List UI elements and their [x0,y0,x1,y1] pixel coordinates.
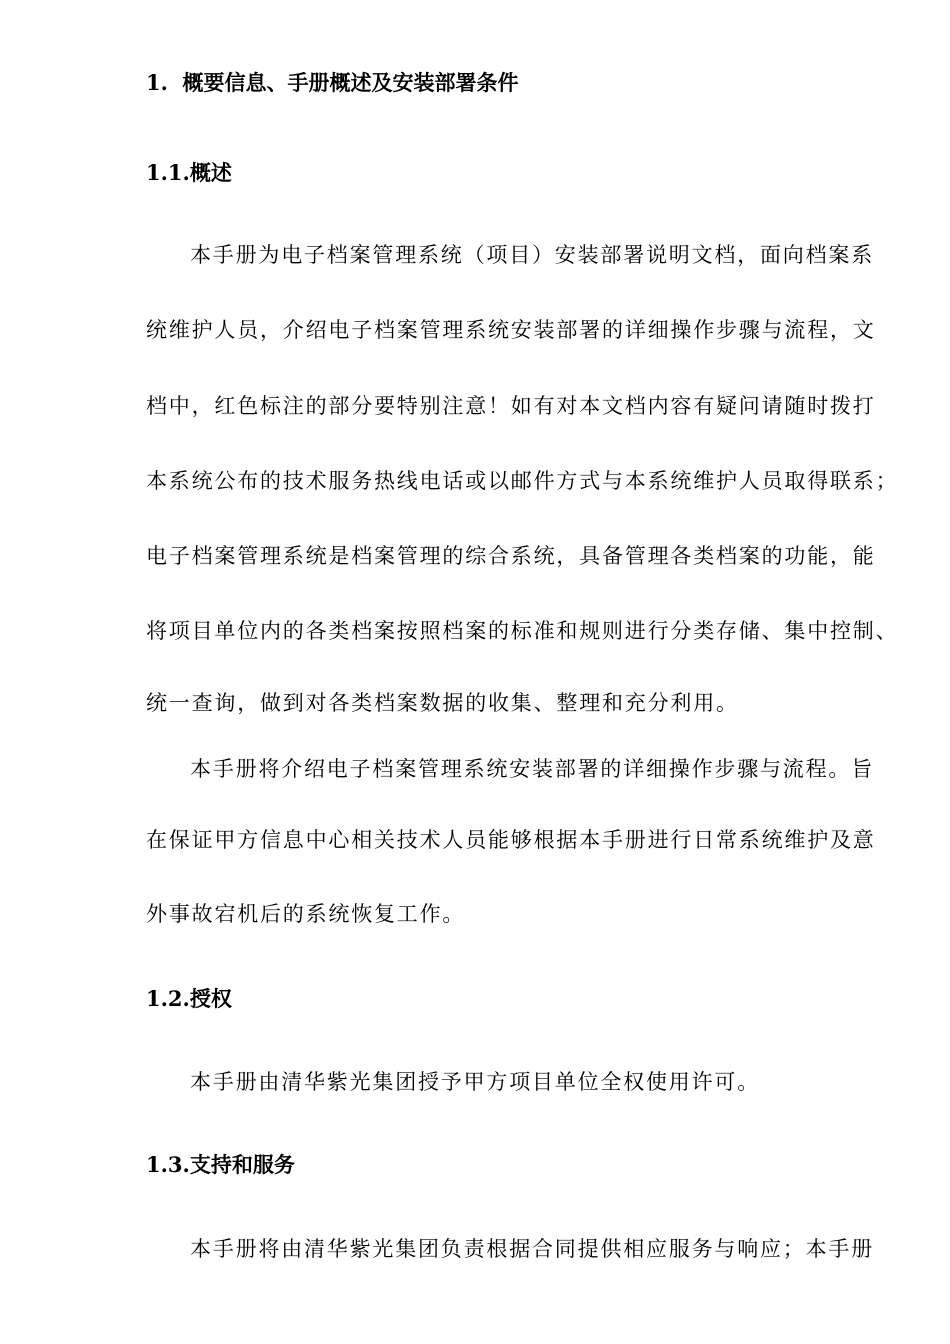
paragraph-line: 本系统公布的技术服务热线电话或以邮件方式与本系统维护人员取得联系； [146,469,899,493]
paragraph-line: 本手册将由清华紫光集团负责根据合同提供相应服务与响应；本手册 [190,1237,874,1261]
paragraph-line: 统维护人员，介绍电子档案管理系统安装部署的详细操作步骤与流程，文 [146,318,876,342]
section-1-2-heading: 1.2.授权 [146,986,232,1011]
paragraph-line: 档中，红色标注的部分要特别注意！如有对本文档内容有疑问请随时拨打 [146,394,876,418]
section-1-3-heading: 1.3.支持和服务 [146,1152,295,1177]
section-1-heading: 1. 概要信息、手册概述及安装部署条件 [146,70,519,95]
paragraph-line: 本手册由清华紫光集团授予甲方项目单位全权使用许可。 [190,1070,760,1094]
paragraph-line: 电子档案管理系统是档案管理的综合系统，具备管理各类档案的功能，能 [146,544,876,568]
paragraph-line: 本手册为电子档案管理系统（项目）安装部署说明文档，面向档案系 [190,243,874,267]
paragraph-line: 统一查询，做到对各类档案数据的收集、整理和充分利用。 [146,691,739,715]
paragraph-line: 本手册将介绍电子档案管理系统安装部署的详细操作步骤与流程。旨 [190,757,874,781]
paragraph-line: 将项目单位内的各类档案按照档案的标准和规则进行分类存储、集中控制、 [146,619,899,643]
paragraph-line: 在保证甲方信息中心相关技术人员能够根据本手册进行日常系统维护及意 [146,828,876,852]
paragraph-line: 外事故宕机后的系统恢复工作。 [146,902,466,926]
section-1-1-heading: 1.1.概述 [146,160,232,185]
